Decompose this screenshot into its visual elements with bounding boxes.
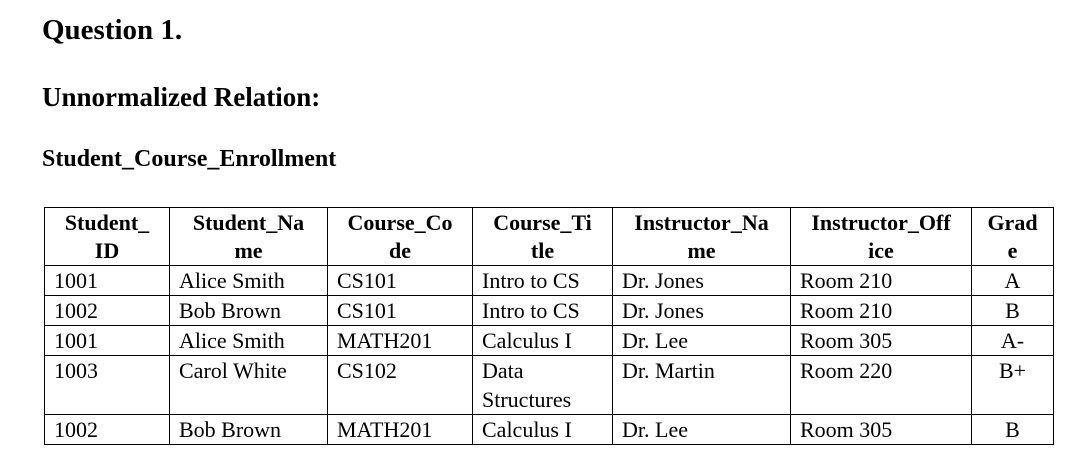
cell-course-code: CS101 (328, 296, 473, 326)
table-row (45, 356, 1054, 415)
enrollment-table (44, 207, 1054, 445)
table-row (45, 415, 1054, 445)
header-row (45, 208, 1054, 266)
section-heading: Unnormalized Relation: (42, 82, 321, 112)
header-course-title: Course_Ti tle (473, 208, 613, 266)
cell-instructor-name: Dr. Martin (613, 356, 791, 415)
cell-student-name: Carol White (170, 356, 328, 415)
cell-instructor-name: Dr. Lee (613, 415, 791, 445)
cell-grade: B (972, 296, 1054, 326)
cell-student-name: Alice Smith (170, 266, 328, 296)
cell-instructor-office: Room 220 (791, 356, 972, 415)
cell-course-code: MATH201 (328, 415, 473, 445)
cell-instructor-name: Dr. Jones (613, 296, 791, 326)
cell-student-id: 1001 (45, 266, 170, 296)
cell-instructor-name: Dr. Lee (613, 326, 791, 356)
cell-instructor-office: Room 210 (791, 296, 972, 326)
cell-grade: A (972, 266, 1054, 296)
cell-student-id: 1002 (45, 296, 170, 326)
cell-student-id: 1003 (45, 356, 170, 415)
cell-grade: A- (972, 326, 1054, 356)
cell-student-name: Bob Brown (170, 415, 328, 445)
cell-instructor-office: Room 305 (791, 415, 972, 445)
cell-course-code: MATH201 (328, 326, 473, 356)
table-row (45, 296, 1054, 326)
cell-course-title: Calculus I (473, 326, 613, 356)
header-grade: Grad e (972, 208, 1054, 266)
table-row (45, 326, 1054, 356)
cell-grade: B+ (972, 356, 1054, 415)
cell-grade: B (972, 415, 1054, 445)
cell-course-code: CS101 (328, 266, 473, 296)
question-title: Question 1. (42, 14, 183, 46)
header-instructor-name: Instructor_Na me (613, 208, 791, 266)
header-instructor-office: Instructor_Off ice (791, 208, 972, 266)
cell-student-id: 1002 (45, 415, 170, 445)
cell-course-code: CS102 (328, 356, 473, 415)
cell-course-title: Calculus I (473, 415, 613, 445)
table-row (45, 266, 1054, 296)
cell-student-id: 1001 (45, 326, 170, 356)
cell-course-title: Intro to CS (473, 266, 613, 296)
cell-instructor-office: Room 210 (791, 266, 972, 296)
cell-course-title: Intro to CS (473, 296, 613, 326)
cell-student-name: Bob Brown (170, 296, 328, 326)
relation-name: Student_Course_Enrollment (42, 146, 337, 172)
cell-instructor-name: Dr. Jones (613, 266, 791, 296)
cell-course-title: Data Structures (473, 356, 613, 415)
cell-instructor-office: Room 305 (791, 326, 972, 356)
cell-student-name: Alice Smith (170, 326, 328, 356)
header-course-code: Course_Co de (328, 208, 473, 266)
header-student-id: Student_ ID (45, 208, 170, 266)
header-student-name: Student_Na me (170, 208, 328, 266)
